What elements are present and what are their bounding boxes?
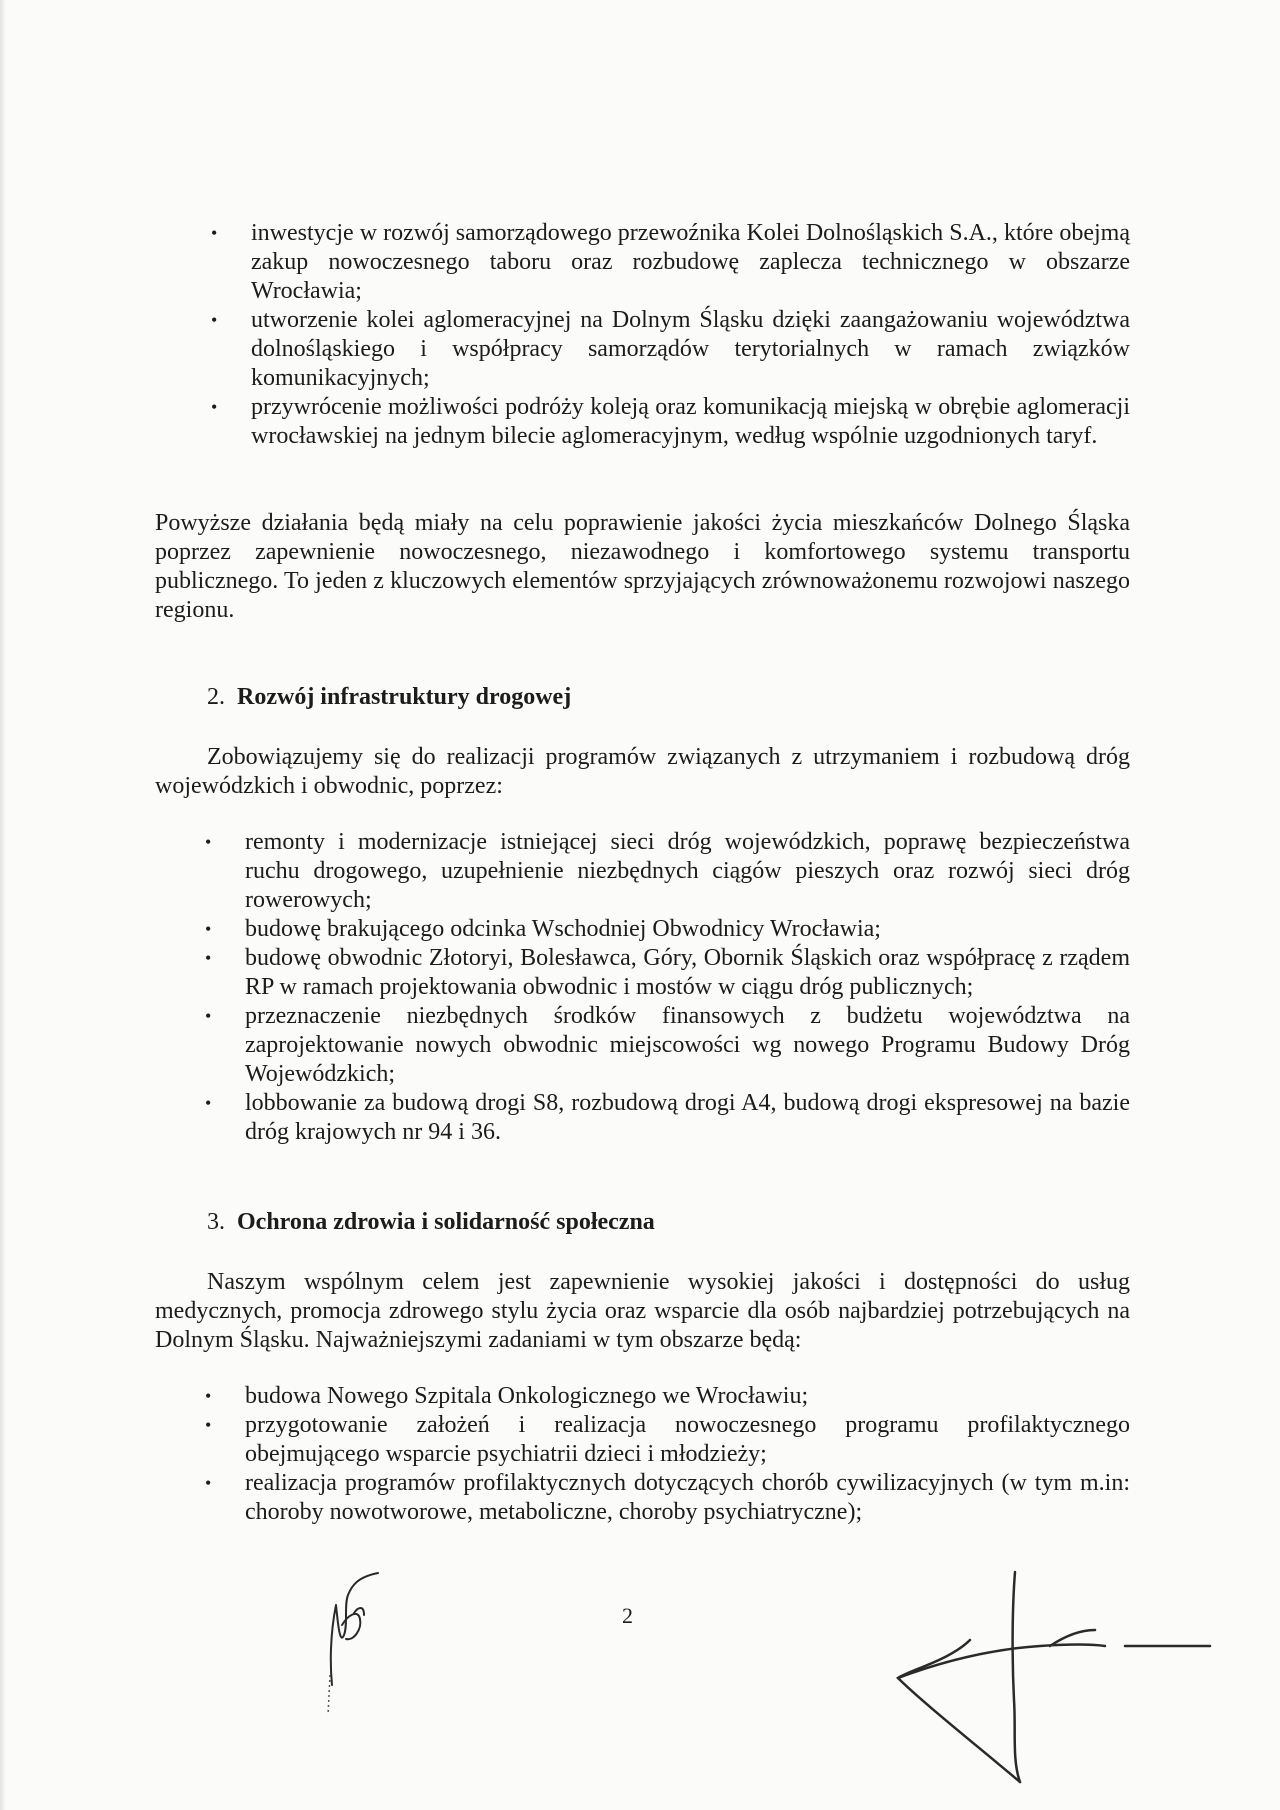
bullet-icon: • xyxy=(211,223,218,243)
bullet-icon: • xyxy=(205,1093,212,1113)
scan-edge-shadow xyxy=(0,0,6,1810)
initials-signature-left xyxy=(318,1565,398,1715)
bullet-icon: • xyxy=(205,1386,212,1406)
list-item: • budowę obwodnic Złotoryi, Bolesławca, Góry, Obornik Śląskich oraz współpracę z rządem RP w ramach projektowania obwodnic i mostów w ciągu dróg publicznych; xyxy=(205,945,1130,1000)
list-item: • inwestycje w rozwój samorządowego przewoźnika Kolei Dolnośląskich S.A., które obejmą zakup nowoczesnego taboru oraz rozbudowę zaplecza technicznego w obszarze Wrocławia; xyxy=(211,220,1130,304)
section-3-heading xyxy=(207,1208,655,1237)
list-item: • utworzenie kolei aglomeracyjnej na Dolnym Śląsku dzięki zaangażowaniu województwa dolnośląskiego i współpracy samorządów terytorialnych w ramach związków komunikacyjnych; xyxy=(211,307,1130,391)
signature-right xyxy=(890,1570,1220,1790)
section-title: Ochrona zdrowia i solidarność społeczna xyxy=(237,1209,655,1235)
list-item: • lobbowanie za budową drogi S8, rozbudową drogi A4, budową drogi ekspresowej na bazie dróg krajowych nr 94 i 36. xyxy=(205,1090,1130,1145)
list-item: • przeznaczenie niezbędnych środków finansowych z budżetu województwa na zaprojektowanie nowych obwodnic miejscowości wg nowego Programu Budowy Dróg Wojewódzkich; xyxy=(205,1003,1130,1087)
bullet-icon: • xyxy=(205,832,212,852)
bullet-icon: • xyxy=(211,397,218,417)
list-item: • przywrócenie możliwości podróży koleją oraz komunikacją miejską w obrębie aglomeracji wrocławskiej na jednym bilecie aglomeracyjnym, według wspólnie uzgodnionych taryf. xyxy=(211,394,1130,449)
list-item: • budowę brakującego odcinka Wschodniej Obwodnicy Wrocławia; xyxy=(205,916,881,942)
page-number: 2 xyxy=(622,1603,633,1628)
bullet-icon: • xyxy=(205,919,212,939)
section-number: 2. xyxy=(207,684,225,710)
bullet-icon: • xyxy=(205,1006,212,1026)
section-2-intro: Zobowiązujemy się do realizacji programów związanych z utrzymaniem i rozbudową dróg wojewódzkich i obwodnic, poprzez: xyxy=(155,744,1130,799)
bullet-icon: • xyxy=(205,1415,212,1435)
bullet-icon: • xyxy=(205,948,212,968)
section-title: Rozwój infrastruktury drogowej xyxy=(237,684,572,710)
bullet-icon: • xyxy=(205,1473,212,1493)
section-number: 3. xyxy=(207,1209,225,1235)
road-infrastructure-list xyxy=(200,828,1130,1147)
list-item: • budowa Nowego Szpitala Onkologicznego we Wrocławiu; xyxy=(205,1383,809,1409)
section-3-intro: Naszym wspólnym celem jest zapewnienie wysokiej jakości i dostępności do usług medycznych, promocja zdrowego stylu życia oraz wsparcie dla osób najbardziej potrzebujących na Dolnym Śląsku. Najważniejszymi zadaniami w tym obszarze będą: xyxy=(155,1269,1130,1353)
health-solidarity-list xyxy=(200,1382,1130,1527)
summary-paragraph: Powyższe działania będą miały na celu poprawienie jakości życia mieszkańców Dolnego Śląska poprzez zapewnienie nowoczesnego, niezawodnego i komfortowego systemu transportu publicznego. To jeden z kluczowych elementów sprzyjających zrównoważonemu rozwojowi naszego regionu. xyxy=(155,510,1130,623)
transport-investments-list xyxy=(206,219,1130,451)
section-2-heading xyxy=(207,683,571,712)
bullet-icon: • xyxy=(211,310,218,330)
list-item: • remonty i modernizacje istniejącej sieci dróg wojewódzkich, poprawę bezpieczeństwa ruchu drogowego, uzupełnienie niezbędnych ciągów pieszych oraz rozwój sieci dróg rowerowych; xyxy=(205,829,1130,913)
list-item: • realizacja programów profilaktycznych dotyczących chorób cywilizacyjnych (w tym m.in: choroby nowotworowe, metaboliczne, choroby psychiatryczne); xyxy=(205,1470,1130,1525)
list-item: • przygotowanie założeń i realizacja nowoczesnego programu profilaktycznego obejmującego wsparcie psychiatrii dzieci i młodzieży; xyxy=(205,1412,1130,1467)
